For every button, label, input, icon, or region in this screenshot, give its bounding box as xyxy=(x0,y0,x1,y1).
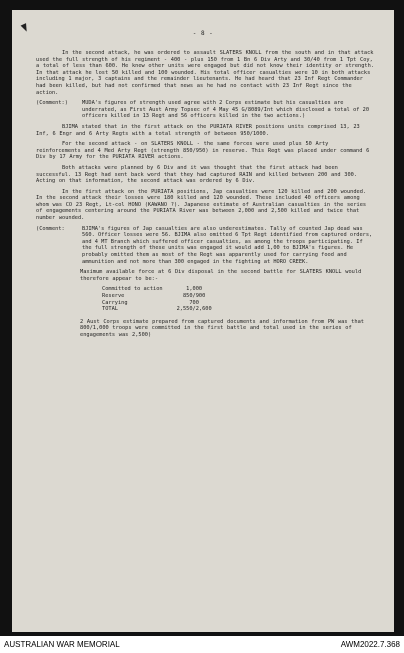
table-row xyxy=(102,306,226,313)
paragraph-attack-planning: Both attacks were planned by 6 Div and it was thought that the first attack had been successful. 13 Regt had sent back word that they had captured RAIN and killed between 200 and 300. Acting on that information, the second attack was ordered by 6 Div. xyxy=(36,164,358,185)
page-number: - 8 - xyxy=(192,30,214,37)
table-row xyxy=(102,286,226,293)
footer-accession-id: AWM2022.7.368 xyxy=(340,640,400,649)
document-page xyxy=(12,10,394,632)
table-row xyxy=(102,293,226,300)
paragraph-maximum-force: Maximum available force at 6 Div disposal in the second battle for SLATERS KNOLL would therefore appear to be:- xyxy=(80,269,362,282)
table-row xyxy=(102,300,226,307)
forces-value: 700 xyxy=(189,299,199,306)
footer-bar xyxy=(0,636,404,653)
forces-label: Committed to action xyxy=(102,286,163,293)
forces-value: 1,000 xyxy=(186,286,203,293)
paragraph-bjima-first-attack: BJIMA stated that in the first attack on the PURIATA RIVER positions units comprised 13, 23 Inf, 6 Engr and 6 Arty Regts with a total strength of between 950/1000. xyxy=(36,123,360,137)
forces-value: 850/900 xyxy=(182,293,206,299)
forces-value: 2,550/2,600 xyxy=(176,306,212,313)
comment-label: (Comment:) xyxy=(36,100,68,107)
forces-label: Reserve xyxy=(102,293,125,299)
paragraph-jap-casualties: In the first attack on the PURIATA positions, Jap casualties were 120 killed and 200 wounded. In the second attack their losses were 180 killed and 120 wounded. These included 40 officers among whom was CO 23 Regt, Lt-col HONO (KAWANO ?). Japanese estimate of Australian casualties in the series of engagements centering around the PURIATA River was between 2,000 and 2,500 killed and twice that number wounded. xyxy=(36,188,367,222)
comment-text: MUDA's figures of strength used agree with 2 Corps estimate but his casualties are underrated, as First Aust Army Topsec of 4 May 45 G/8089/Int which disclosed a total of 20 officers killed in 13 Regt and 56 officers killed in the two actions.) xyxy=(82,100,370,120)
forces-label: TOTAL xyxy=(102,306,118,313)
comment-block-2 xyxy=(36,226,374,266)
paragraph-corps-estimate: 2 Aust Corps estimate prepared from captured documents and information from PW was that 800/1,000 troops were committed in the first battle and total used in the series of engagements was 2,500) xyxy=(80,318,364,338)
footer-source: AUSTRALIAN WAR MEMORIAL xyxy=(4,640,120,649)
paragraph-second-attack-forces: For the second attack - on SLATERS KNOLL - the same forces were used plus 50 Arty reinforcements and 4 Med Arty Regt (strength 850/950) in reserve. This Regt was placed under command 6 Div by 17 Army for the PURIATA RIVER actions. xyxy=(36,141,370,161)
comment-block-1 xyxy=(36,100,374,120)
paragraph-second-attack: In the second attack, he was ordered to assault SLATERS KNOLL from the south and in that attack used the full strength of his regiment - 400 - plus 150 from 1 Bn 6 Div Arty and 30/40 from 1 Tpt Coy, a total of less than 600. He knew other units were engaged but did not know their identity or strength. In that attack he lost 50 killed and 100 wounded. His total officer casualties were 10 in both attacks including 1 major, 3 captains and the remainder lieutenants. He had heard that 23 Inf Regt Commander had been killed, but had not confirmed that news as he had no contact with 23 Inf Regt since the action. xyxy=(36,50,374,96)
forces-label: Carrying xyxy=(102,299,128,306)
comment-text: BJIMA's figures of Jap casualties are also underestimates. Tally of counted Jap dead was 560. Officer losses were 56. BJIMA also omitted 6 Tpt Regt identified from captured orders, and 4 MT Branch which suffered officer casualties, as among the troops participating. If the full strength of these units was engaged it would add 1,00 to BJIMA's figures. He probably omitted them as most of the Regt was apparently used for carrying food and ammunition and not more than 300 engaged in the fighting at HORO CREEK. xyxy=(82,225,373,265)
comment-label: (Comment: xyxy=(36,225,65,232)
forces-table xyxy=(102,286,226,312)
